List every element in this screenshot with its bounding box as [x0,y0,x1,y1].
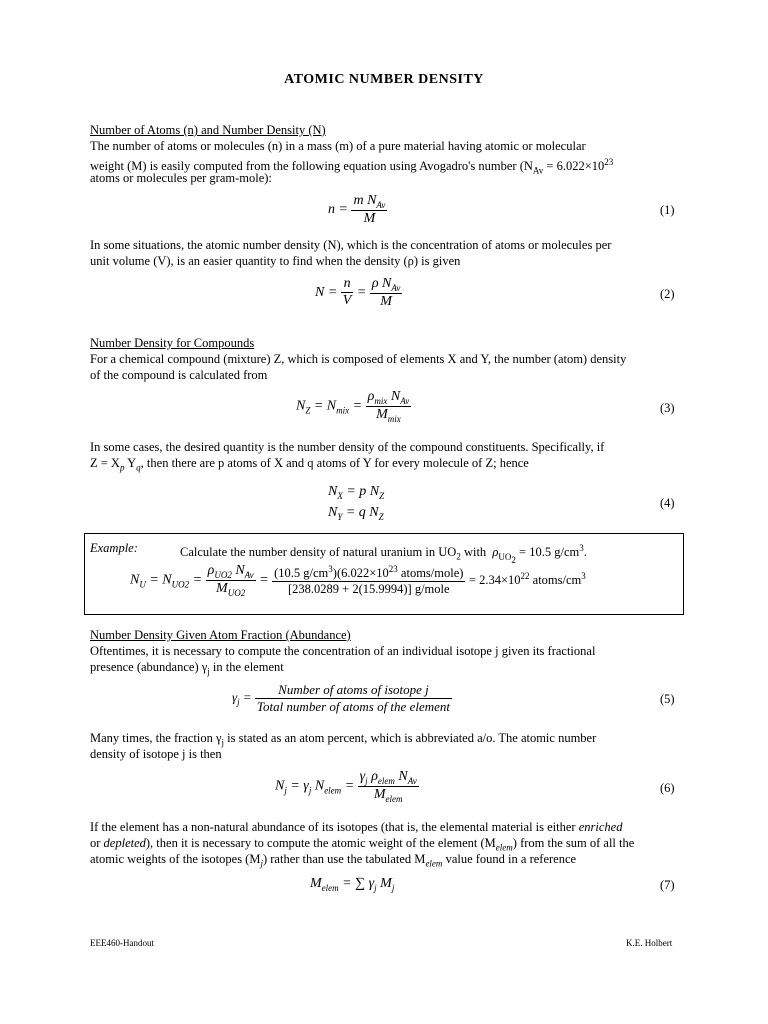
equation-4a: $N_X = p$ $N_Z$ [328,484,385,501]
example-prompt: Calculate the number density of natural uranium in $UO_2$ with $\rho_{UO_2} = 10.5$ $g/cm^3$. [180,543,587,565]
section-heading-compounds: Number Density for Compounds [90,336,255,350]
section-heading-atom-fraction: Number Density Given Atom Fraction (Abundance) [90,628,351,642]
paragraph-line: unit volume (V), is an easier quantity to find when the density (ρ) is given [90,254,461,268]
paragraph-line: Many times, the fraction $\gamma_j$ is stated as an atom percent, which is abbreviated a/o. The atomic number [90,731,597,748]
paragraph-line: In some cases, the desired quantity is the number density of the compound constituents. Specifically, if [90,440,605,454]
equation-5: $\gamma_j$ = $\frac{\text{Number of atoms of isotope j}}{\text{Total number of atoms of the element}}$ [232,682,450,714]
page-title: ATOMIC NUMBER DENSITY [284,72,484,87]
paragraph-line: atoms or molecules per gram-mole): [90,171,272,185]
example-equation: $N_U = N_{UO2}$ = $\frac{\rho_{UO2} N_{Av}}{M_{UO2}}$ = $\frac{(10.5 g/cm^3)(6.022\times 10^{23} atoms/mole)}{\text{[238.0289 + 2(15.9994)] g/mole}}$ = $2.34\times 10^{22}$ atoms/$cm^3$ [130,563,586,598]
equation-1: n = $\frac{m N_{Av}}{M}$ [328,193,386,226]
equation-4b: $N_Y = q$ $N_Z$ [328,505,384,522]
equation-number: (1) [660,203,675,217]
equation-2: N = $\frac{n}{V}$ = $\frac{\rho N_{Av}}{M}$ [315,276,401,309]
paragraph-line: presence (abundance) $\gamma_j$ in the element [90,660,284,677]
paragraph-line: $Z = X_p$ $Y_q$, then there are p atoms of X and q atoms of Y for every molecule of Z; hence [90,456,529,473]
equation-number: (5) [660,692,675,706]
paragraph-line: For a chemical compound (mixture) Z, which is composed of elements X and Y, the number (atom) density [90,352,627,366]
paragraph-line: weight (M) is easily computed from the following equation using Avogadro's number ($N_{Av} = 6.022\times 10^{23}$ [90,157,614,176]
equation-number: (2) [660,287,675,301]
footer-left: EEE460-Handout [90,938,154,948]
paragraph-line: of the compound is calculated from [90,368,268,382]
equation-number: (4) [660,496,675,510]
equation-6: $N_j = \gamma_j$ $N_{elem}$ = $\frac{\gamma_j \rho_{elem} N_{Av}}{M_{elem}}$ [275,769,417,804]
equation-7: $M_{elem}$ = ∑ $\gamma_j$ $M_j$ [310,876,395,893]
equation-number: (6) [660,781,675,795]
footer-right: K.E. Holbert [626,938,673,948]
equation-number: (7) [660,878,675,892]
example-label: Example: [90,541,138,555]
equation-3: $N_Z = N_{mix}$ = $\frac{\rho_{mix} N_{Av}}{M_{mix}}$ [296,389,410,424]
section-heading-number-of-atoms: Number of Atoms (n) and Number Density (N) [90,123,326,137]
paragraph-line: atomic weights of the isotopes $(M_j)$ rather than use the tabulated $M_{elem}$ value found in a reference [90,852,577,869]
paragraph-line: Oftentimes, it is necessary to compute the concentration of an individual isotope j given its fractional [90,644,596,658]
paragraph-line: The number of atoms or molecules (n) in a mass (m) of a pure material having atomic or molecular [90,139,586,153]
paragraph-line: In some situations, the atomic number density (N), which is the concentration of atoms or molecules per [90,238,612,252]
paragraph-line: If the element has a non-natural abundance of its isotopes (that is, the elemental material is either enriched [90,820,623,834]
paragraph-line: or depleted), then it is necessary to compute the atomic weight of the element $(M_{elem})$ from the sum of all the [90,836,635,853]
equation-number: (3) [660,401,675,415]
paragraph-line: density of isotope j is then [90,747,222,761]
